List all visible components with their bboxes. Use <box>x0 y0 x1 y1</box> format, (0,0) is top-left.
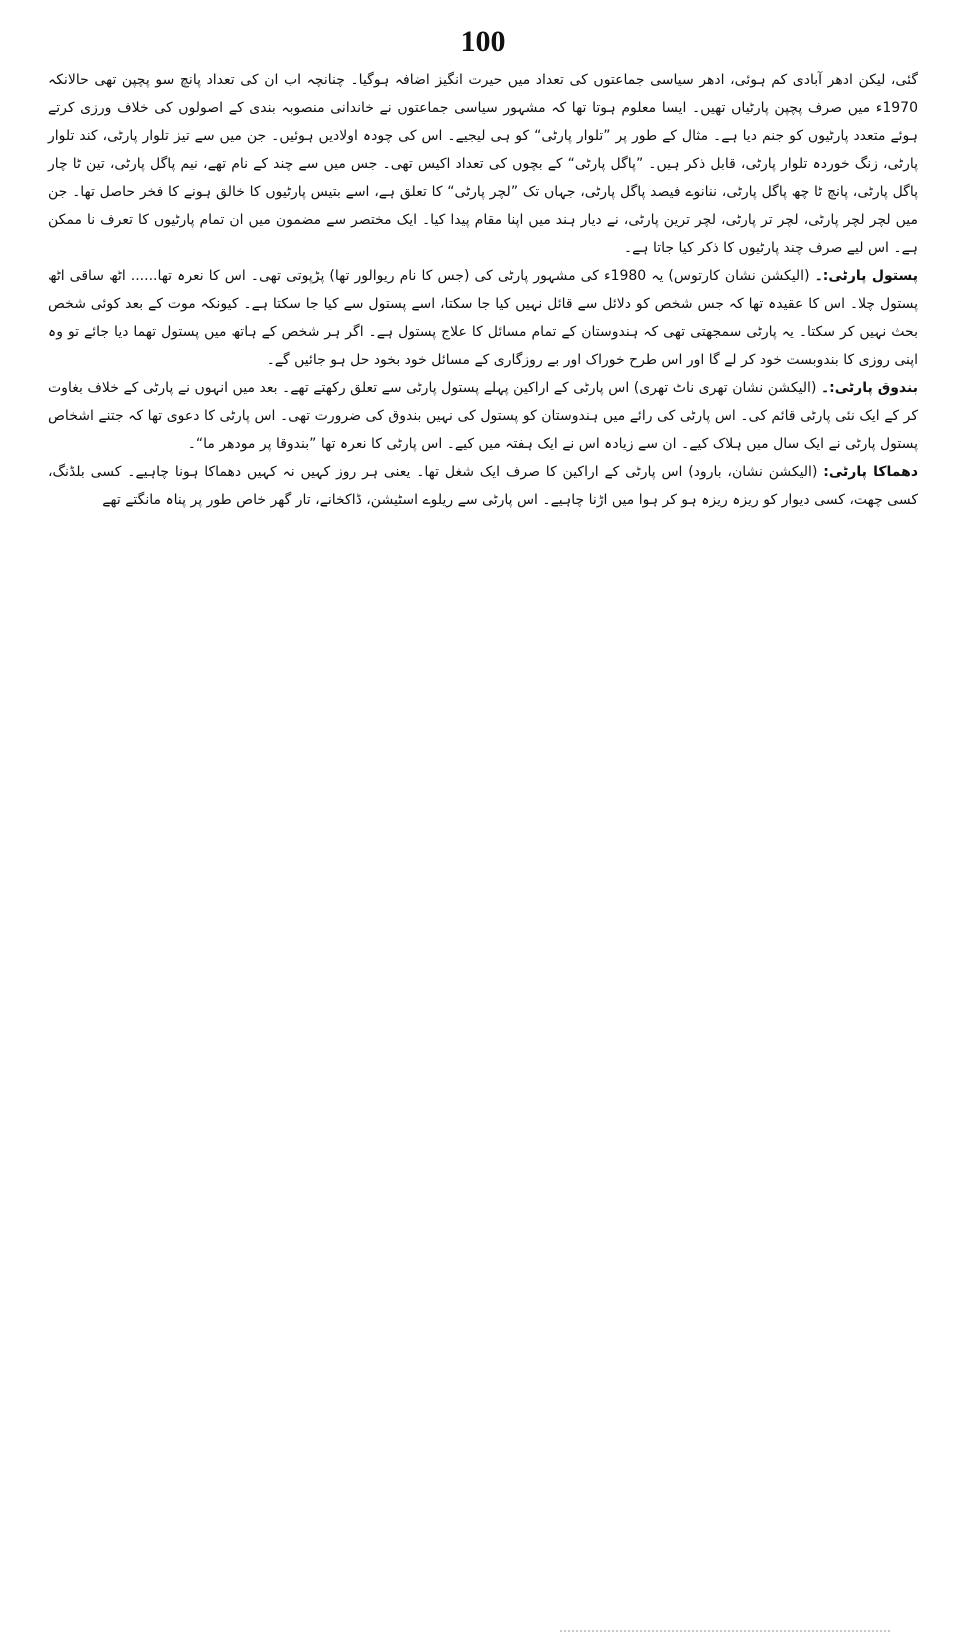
paragraph-intro <box>48 66 918 262</box>
section-heading-pistol-party: پستول پارٹی:۔ <box>814 268 919 284</box>
section-heading-rifle-party: بندوق پارٹی:۔ <box>820 380 918 396</box>
section-heading-blast-party: دھماکا پارٹی: <box>823 464 918 480</box>
paragraph-pistol-party <box>48 262 918 374</box>
page-number: 100 <box>460 25 506 58</box>
body-text <box>48 66 918 514</box>
paragraph-pistol-party-text: (الیکشن نشان کارتوس) یہ 1980ء کی مشہور پارٹی کی (جس کا نام ریوالور تھا) پڑپوتی تھی۔ اس کا نعرہ تھا...... اٹھ ساقی اٹھ پستول چلا۔ اس کا عقیدہ تھا کہ جس شخص کو دلائل سے قائل نہیں کیا جا سکتا، اسے پستول سے کیا جا سکتا ہے۔ کیونکہ موت کے بعد کوئی شخص بحث نہیں کر سکتا۔ یہ پارٹی سمجھتی تھی کہ ہندوستان کے تمام مسائل کا علاج پستول ہے۔ اگر ہر شخص کے ہاتھ میں پستول تھما دیا جائے تو وہ اپنی روزی کا بندوبست خود کر لے گا اور اس طرح خوراک اور بے روزگاری کے مسائل خود بخود حل ہو جائیں گے۔ <box>48 268 918 368</box>
paragraph-blast-party-text: (الیکشن نشان، بارود) اس پارٹی کے اراکین کا صرف ایک شغل تھا۔ یعنی ہر روز کہیں نہ کہیں دھماکا ہونا چاہیے۔ کسی بلڈنگ، کسی چھت، کسی دیوار کو ریزہ ریزہ ہو کر ہوا میں اڑنا چاہیے۔ اس پارٹی سے ریلوے اسٹیشن، ڈاکخانے، تار گھر خاص طور پر پناہ مانگتے تھے <box>48 464 918 508</box>
paragraph-intro-text: گئی، لیکن ادھر آبادی کم ہوئی، ادھر سیاسی جماعتوں کی تعداد میں حیرت انگیز اضافہ ہوگیا۔ چنانچہ اب ان کی تعداد پانچ سو پچپن تھی حالانکہ 1970ء میں صرف پچپن پارٹیاں تھیں۔ ایسا معلوم ہوتا تھا کہ مشہور سیاسی جماعتوں نے خاندانی منصوبہ بندی کے اصولوں کی خلاف ورزی کرتے ہوئے متعدد پارٹیوں کو جنم دیا ہے۔ مثال کے طور پر ”تلوار پارٹی“ کو ہی لیجیے۔ اس کی چودہ اولادیں ہوئیں۔ جن میں سے تیز تلوار پارٹی، کند تلوار پارٹی، زنگ خوردہ تلوار پارٹی، قابل ذکر ہیں۔ ”پاگل پارٹی“ کے بچوں کی تعداد اکیس تھی۔ جس میں سے چند کے نام تھے، نیم پاگل پارٹی، تین ٹا چار پاگل پارٹی، پانچ ٹا چھ پاگل پارٹی، ننانوے فیصد پاگل پارٹی، جہاں تک ”لچر پارٹی“ کا تعلق ہے، اسے بتیس پارٹیوں کا خالق ہونے کا فخر حاصل تھا۔ جن میں لچر لچر پارٹی، لچر تر پارٹی، لچر ترین پارٹی، نے دیار ہند میں اپنا مقام پیدا کیا۔ ایک مختصر سے مضمون میں ان تمام پارٹیوں کا تعرف نا ممکن ہے۔ اس لیے صرف چند پارٹیوں کا ذکر کیا جاتا ہے۔ <box>48 72 918 256</box>
paragraph-rifle-party-text: (الیکشن نشان تھری ناٹ تھری) اس پارٹی کے اراکین پہلے پستول پارٹی سے تعلق رکھتے تھے۔ بعد میں انہوں نے پارٹی کے خلاف بغاوت کر کے ایک نئی پارٹی قائم کی۔ اس پارٹی کی رائے میں ہندوستان کو پستول کی نہیں بندوق کی ضرورت تھی۔ اس پارٹی کا دعوی تھا کہ جتنے اشخاص پستول پارٹی نے ایک سال میں ہلاک کیے۔ ان سے زیادہ اس نے ایک ہفتہ میں کیے۔ اس پارٹی کا نعرہ تھا ”بندوقا پر مودھر ما“۔ <box>48 380 918 452</box>
paragraph-blast-party <box>48 458 918 514</box>
paragraph-rifle-party <box>48 374 918 458</box>
scan-edge-mark <box>560 1630 890 1636</box>
